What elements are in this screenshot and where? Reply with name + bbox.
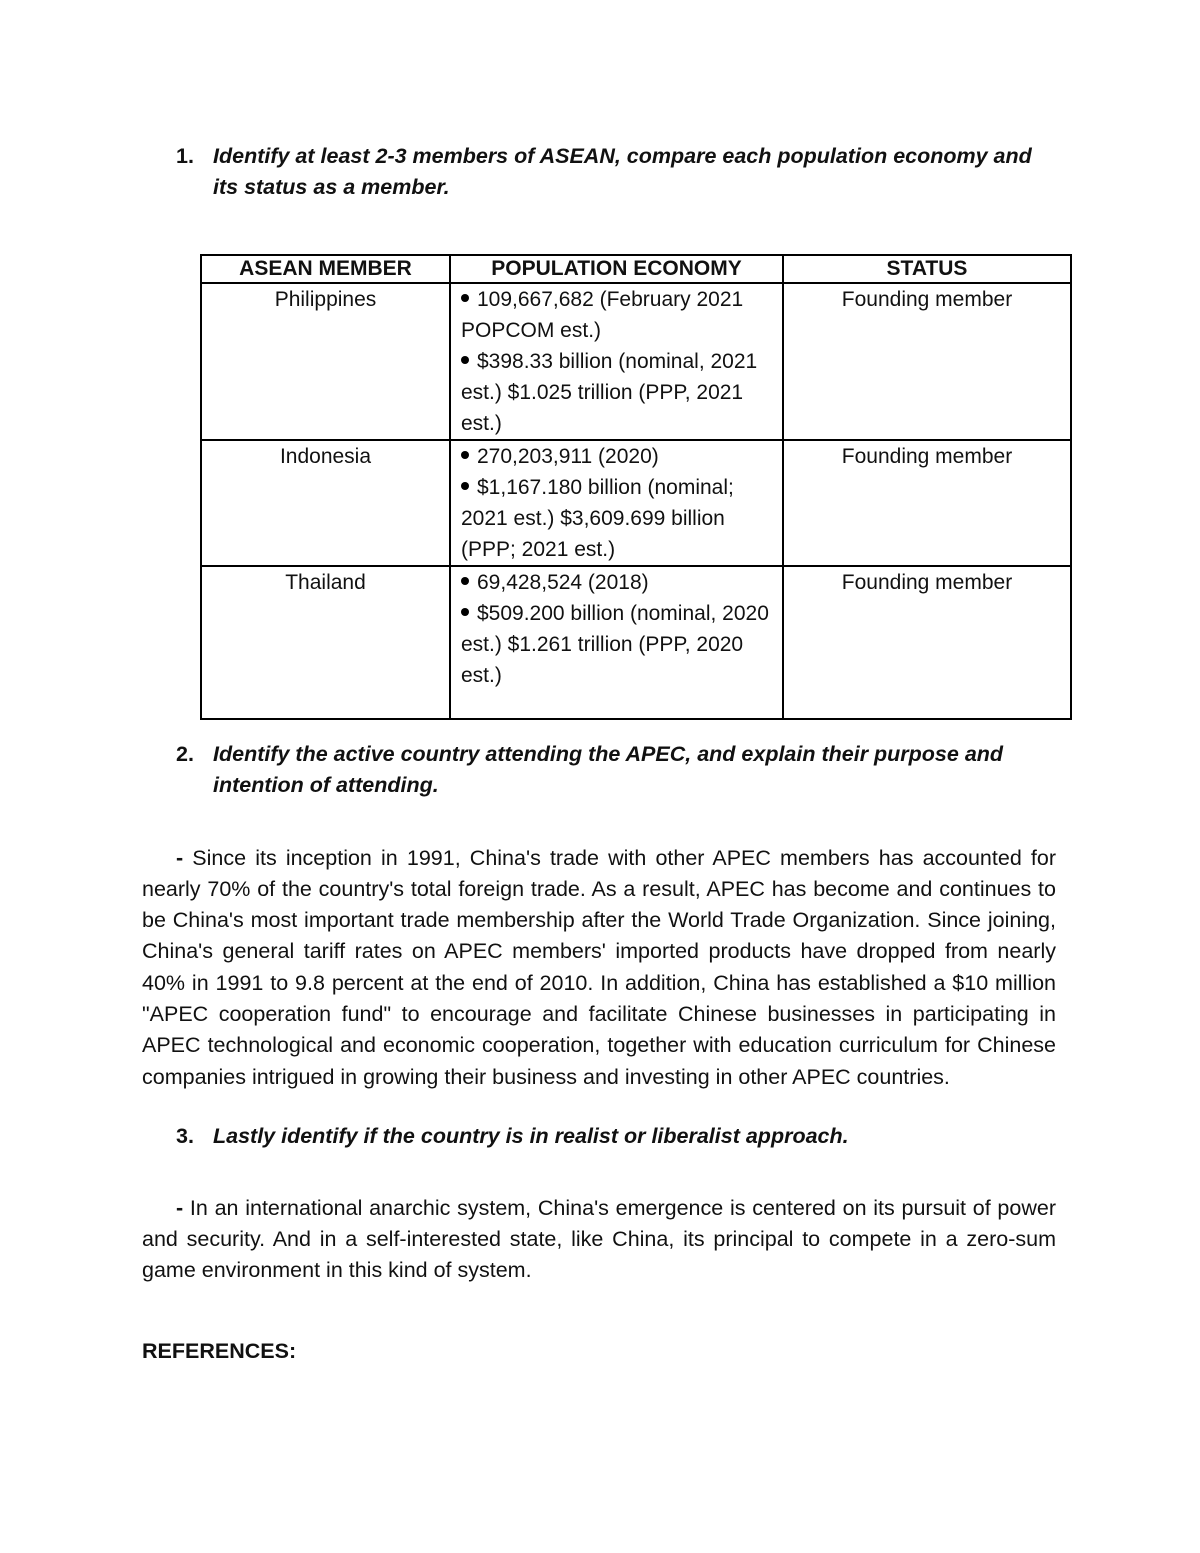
bullet-icon <box>461 482 469 490</box>
bullet-icon <box>461 294 469 302</box>
population-item <box>461 441 776 472</box>
population-text: 109,667,682 (February 2021 POPCOM est.) <box>461 288 744 342</box>
economy-item <box>461 472 776 565</box>
question-3 <box>176 1121 1056 1152</box>
status-cell: Founding member <box>783 566 1071 719</box>
answer-2-text: Since its inception in 1991, China's trade with other APEC members has accounted for nearly 70% of the country's total foreign trade. As a result, APEC has become and continues to be China's most important trade membership after the World Trade Organization. Since joining, China's general tariff rates on APEC members' imported products have dropped from nearly 40% in 1991 to 9.8 percent at the end of 2010. In addition, China has established a $10 million "APEC cooperation fund" to encourage and facilitate Chinese businesses in participating in APEC technological and economic cooperation, together with education curriculum for Chinese companies intrigued in growing their business and investing in other APEC countries. <box>142 845 1056 1089</box>
answer-3-paragraph <box>142 1193 1056 1287</box>
status-cell: Founding member <box>783 283 1071 440</box>
question-1-text: Identify at least 2-3 members of ASEAN, compare each population economy and its status as a member. <box>213 144 1032 199</box>
economy-item <box>461 346 776 439</box>
question-1-number: 1. <box>176 144 194 168</box>
question-3-text: Lastly identify if the country is in realist or liberalist approach. <box>213 1124 849 1148</box>
bullet-icon <box>461 451 469 459</box>
bullet-icon <box>461 608 469 616</box>
population-text: 69,428,524 (2018) <box>477 571 649 594</box>
status-cell: Founding member <box>783 440 1071 566</box>
population-economy-cell <box>450 440 783 566</box>
member-cell: Thailand <box>201 566 450 719</box>
bullet-icon <box>461 356 469 364</box>
table-header-row <box>201 255 1071 283</box>
question-2-text: Identify the active country attending the APEC, and explain their purpose and intention of attending. <box>213 742 1004 797</box>
economy-text: $509.200 billion (nominal, 2020 est.) $1.261 trillion (PPP, 2020 est.) <box>461 602 769 687</box>
population-item <box>461 567 776 598</box>
economy-text: $1,167.180 billion (nominal; 2021 est.) $3,609.699 billion (PPP; 2021 est.) <box>461 476 734 561</box>
economy-text: $398.33 billion (nominal, 2021 est.) $1.025 trillion (PPP, 2021 est.) <box>461 350 758 435</box>
answer-3-text: In an international anarchic system, China's emergence is centered on its pursuit of power and security. And in a self-interested state, like China, its principal to compete in a zero-sum game environment in this kind of system. <box>142 1195 1056 1283</box>
question-2 <box>176 739 1056 801</box>
member-cell: Philippines <box>201 283 450 440</box>
question-2-number: 2. <box>176 742 194 766</box>
table-row <box>201 566 1071 719</box>
member-cell: Indonesia <box>201 440 450 566</box>
question-3-number: 3. <box>176 1124 194 1148</box>
bullet-icon <box>461 577 469 585</box>
answer-dash: - <box>176 1195 184 1220</box>
asean-members-table <box>200 254 1072 720</box>
header-population-economy: POPULATION ECONOMY <box>450 255 783 283</box>
population-economy-cell <box>450 566 783 719</box>
table-row <box>201 283 1071 440</box>
economy-item <box>461 598 776 691</box>
header-asean-member: ASEAN MEMBER <box>201 255 450 283</box>
references-heading: REFERENCES: <box>142 1339 297 1363</box>
header-status: STATUS <box>783 255 1071 283</box>
population-text: 270,203,911 (2020) <box>477 445 659 468</box>
question-1 <box>176 141 1056 203</box>
table-row <box>201 440 1071 566</box>
answer-2-paragraph <box>142 843 1056 1093</box>
answer-dash: - <box>176 845 184 870</box>
population-item <box>461 284 776 346</box>
population-economy-cell <box>450 283 783 440</box>
